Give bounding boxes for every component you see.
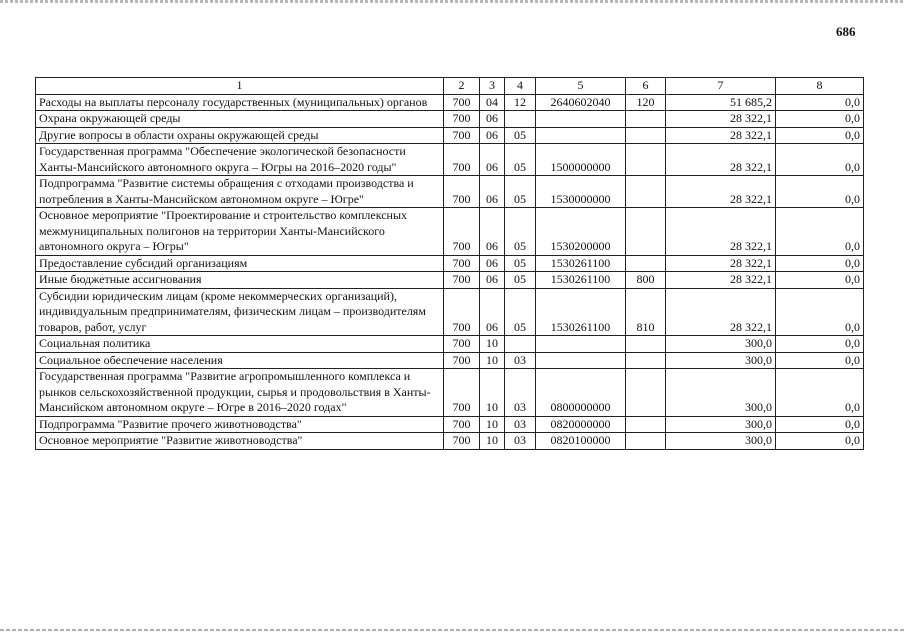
row-name-cell: Подпрограмма "Развитие системы обращения с отходами производства и потребления в Ханты-Мансийском автономном округе – Югре" — [36, 176, 444, 208]
table-row — [36, 127, 864, 144]
col-3-cell: 10 — [480, 369, 505, 417]
amount-cell: 28 322,1 — [666, 255, 776, 272]
amount-cell: 300,0 — [666, 352, 776, 369]
col-6-cell — [626, 127, 666, 144]
col-5-cell — [536, 127, 626, 144]
col-5-cell: 0820000000 — [536, 416, 626, 433]
col-6-cell — [626, 369, 666, 417]
col-8-cell: 0,0 — [776, 272, 864, 289]
header-cell: 6 — [626, 78, 666, 95]
amount-cell: 28 322,1 — [666, 144, 776, 176]
col-3-cell: 06 — [480, 176, 505, 208]
col-8-cell: 0,0 — [776, 255, 864, 272]
table-row — [36, 208, 864, 256]
col-2-cell: 700 — [444, 272, 480, 289]
row-name-cell: Иные бюджетные ассигнования — [36, 272, 444, 289]
col-2-cell: 700 — [444, 433, 480, 450]
col-5-cell: 1530261100 — [536, 272, 626, 289]
col-6-cell: 800 — [626, 272, 666, 289]
col-8-cell: 0,0 — [776, 352, 864, 369]
amount-cell: 28 322,1 — [666, 127, 776, 144]
col-4-cell — [505, 111, 536, 128]
col-8-cell: 0,0 — [776, 433, 864, 450]
header-cell: 5 — [536, 78, 626, 95]
col-2-cell: 700 — [444, 94, 480, 111]
col-6-cell — [626, 176, 666, 208]
header-cell: 8 — [776, 78, 864, 95]
row-name-cell: Государственная программа "Развитие агропромышленного комплекса и рынков сельскохозяйственной продукции, сырья и продовольствия в Ханты-Мансийском автономном округе – Югре в 2016–2020 годах" — [36, 369, 444, 417]
table-row — [36, 433, 864, 450]
table-row — [36, 352, 864, 369]
col-2-cell: 700 — [444, 352, 480, 369]
row-name-cell: Расходы на выплаты персоналу государственных (муниципальных) органов — [36, 94, 444, 111]
row-name-cell: Основное мероприятие "Развитие животноводства" — [36, 433, 444, 450]
col-6-cell — [626, 336, 666, 353]
header-cell: 7 — [666, 78, 776, 95]
col-2-cell: 700 — [444, 127, 480, 144]
col-4-cell: 05 — [505, 288, 536, 336]
table-row — [36, 336, 864, 353]
col-5-cell: 1530000000 — [536, 176, 626, 208]
col-2-cell: 700 — [444, 336, 480, 353]
col-6-cell — [626, 433, 666, 450]
col-4-cell: 03 — [505, 416, 536, 433]
col-8-cell: 0,0 — [776, 208, 864, 256]
col-2-cell: 700 — [444, 176, 480, 208]
col-8-cell: 0,0 — [776, 369, 864, 417]
col-5-cell: 1530261100 — [536, 288, 626, 336]
col-8-cell: 0,0 — [776, 336, 864, 353]
row-name-cell: Социальная политика — [36, 336, 444, 353]
col-3-cell: 06 — [480, 127, 505, 144]
col-2-cell: 700 — [444, 208, 480, 256]
col-2-cell: 700 — [444, 416, 480, 433]
budget-table — [35, 77, 864, 450]
amount-cell: 300,0 — [666, 416, 776, 433]
col-4-cell: 03 — [505, 369, 536, 417]
col-3-cell: 06 — [480, 288, 505, 336]
col-3-cell: 10 — [480, 416, 505, 433]
table-row — [36, 176, 864, 208]
row-name-cell: Предоставление субсидий организациям — [36, 255, 444, 272]
col-2-cell: 700 — [444, 288, 480, 336]
col-8-cell: 0,0 — [776, 127, 864, 144]
row-name-cell: Основное мероприятие "Проектирование и строительство комплексных межмуниципальных полигонов на территории Ханты-Мансийского автономного округа – Югры" — [36, 208, 444, 256]
col-2-cell: 700 — [444, 144, 480, 176]
table-row — [36, 144, 864, 176]
row-name-cell: Социальное обеспечение населения — [36, 352, 444, 369]
amount-cell: 28 322,1 — [666, 208, 776, 256]
col-4-cell: 05 — [505, 144, 536, 176]
table-row — [36, 369, 864, 417]
table-row — [36, 111, 864, 128]
col-5-cell: 1530261100 — [536, 255, 626, 272]
amount-cell: 28 322,1 — [666, 111, 776, 128]
amount-cell: 300,0 — [666, 433, 776, 450]
page-number: 686 — [836, 24, 856, 39]
col-5-cell: 0820100000 — [536, 433, 626, 450]
header-cell: 2 — [444, 78, 480, 95]
col-4-cell: 03 — [505, 433, 536, 450]
col-5-cell: 1530200000 — [536, 208, 626, 256]
col-8-cell: 0,0 — [776, 144, 864, 176]
row-name-cell: Охрана окружающей среды — [36, 111, 444, 128]
col-3-cell: 06 — [480, 111, 505, 128]
col-6-cell — [626, 144, 666, 176]
header-cell: 4 — [505, 78, 536, 95]
table-body — [36, 78, 864, 450]
row-name-cell: Другие вопросы в области охраны окружающей среды — [36, 127, 444, 144]
col-6-cell — [626, 111, 666, 128]
col-4-cell: 05 — [505, 255, 536, 272]
col-3-cell: 06 — [480, 208, 505, 256]
row-name-cell: Подпрограмма "Развитие прочего животноводства" — [36, 416, 444, 433]
table-row — [36, 272, 864, 289]
col-3-cell: 06 — [480, 255, 505, 272]
header-cell: 1 — [36, 78, 444, 95]
col-3-cell: 10 — [480, 336, 505, 353]
col-3-cell: 10 — [480, 352, 505, 369]
col-5-cell: 0800000000 — [536, 369, 626, 417]
col-6-cell: 120 — [626, 94, 666, 111]
col-5-cell — [536, 111, 626, 128]
col-5-cell — [536, 352, 626, 369]
col-8-cell: 0,0 — [776, 416, 864, 433]
row-name-cell: Государственная программа "Обеспечение экологической безопасности Ханты-Мансийского автономного округа – Югры на 2016–2020 годы" — [36, 144, 444, 176]
row-name-cell: Субсидии юридическим лицам (кроме некоммерческих организаций), индивидуальным предпринимателям, физическим лицам – производителям товаров, работ, услуг — [36, 288, 444, 336]
col-4-cell: 05 — [505, 272, 536, 289]
col-8-cell: 0,0 — [776, 111, 864, 128]
col-6-cell — [626, 352, 666, 369]
col-8-cell: 0,0 — [776, 94, 864, 111]
amount-cell: 300,0 — [666, 369, 776, 417]
col-4-cell — [505, 336, 536, 353]
col-8-cell: 0,0 — [776, 288, 864, 336]
table-row — [36, 288, 864, 336]
col-2-cell: 700 — [444, 255, 480, 272]
amount-cell: 28 322,1 — [666, 176, 776, 208]
amount-cell: 300,0 — [666, 336, 776, 353]
col-4-cell: 05 — [505, 127, 536, 144]
col-8-cell: 0,0 — [776, 176, 864, 208]
col-3-cell: 04 — [480, 94, 505, 111]
scan-bottom-edge — [0, 629, 905, 631]
col-5-cell: 1500000000 — [536, 144, 626, 176]
col-4-cell: 05 — [505, 176, 536, 208]
col-2-cell: 700 — [444, 111, 480, 128]
amount-cell: 28 322,1 — [666, 272, 776, 289]
table-row — [36, 416, 864, 433]
col-4-cell: 12 — [505, 94, 536, 111]
col-5-cell — [536, 336, 626, 353]
amount-cell: 28 322,1 — [666, 288, 776, 336]
table-row — [36, 94, 864, 111]
col-6-cell: 810 — [626, 288, 666, 336]
header-cell: 3 — [480, 78, 505, 95]
col-3-cell: 10 — [480, 433, 505, 450]
col-2-cell: 700 — [444, 369, 480, 417]
col-6-cell — [626, 208, 666, 256]
col-6-cell — [626, 255, 666, 272]
table-header-row — [36, 78, 864, 95]
col-6-cell — [626, 416, 666, 433]
col-3-cell: 06 — [480, 144, 505, 176]
col-5-cell: 2640602040 — [536, 94, 626, 111]
scan-top-edge — [0, 0, 905, 3]
col-4-cell: 03 — [505, 352, 536, 369]
col-4-cell: 05 — [505, 208, 536, 256]
amount-cell: 51 685,2 — [666, 94, 776, 111]
col-3-cell: 06 — [480, 272, 505, 289]
table-row — [36, 255, 864, 272]
